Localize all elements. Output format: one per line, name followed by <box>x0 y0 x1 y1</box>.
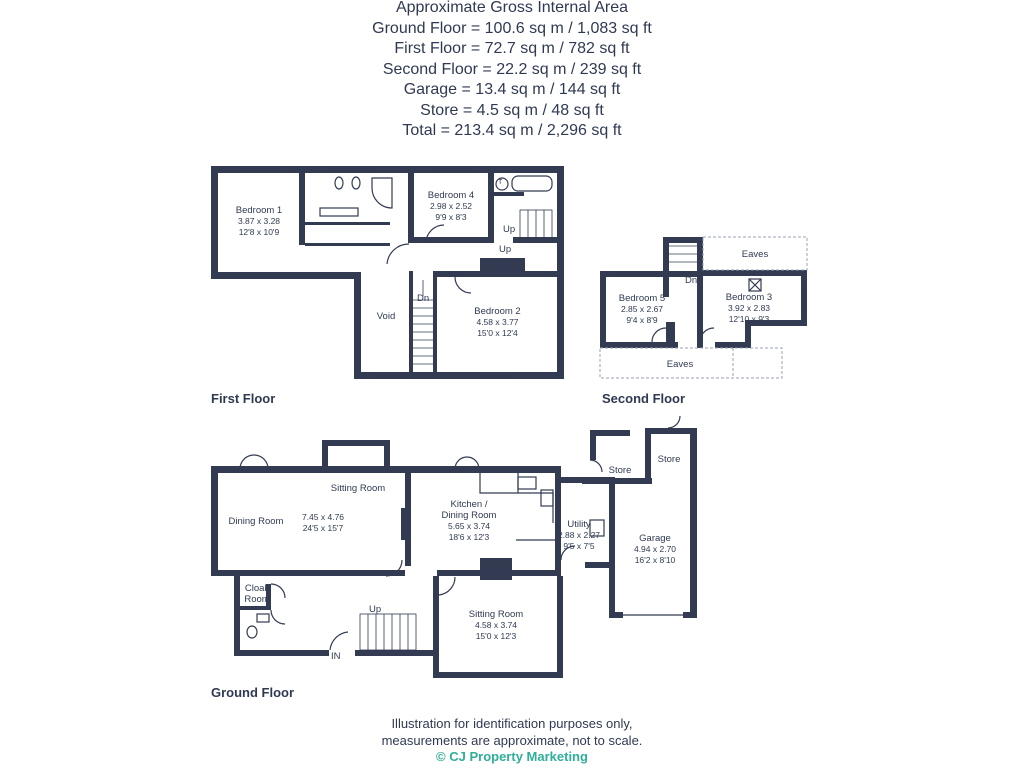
room-name: Eaves <box>741 249 769 260</box>
room-sitting-bottom <box>440 609 552 642</box>
room-imperial: 9'9 x 8'3 <box>435 212 467 222</box>
room-metric: 2.88 x 2.27 <box>557 530 601 540</box>
wall <box>211 570 291 576</box>
room-name: Bedroom 5 <box>618 293 666 304</box>
room-name: Store <box>608 465 632 476</box>
door-arc <box>439 577 455 595</box>
room-store-left <box>600 465 640 476</box>
disclaimer <box>0 716 1024 766</box>
room-metric: 3.92 x 2.83 <box>727 303 771 313</box>
room-imperial: 12'8 x 10'9 <box>238 227 280 237</box>
first-floor-label: First Floor <box>211 391 276 406</box>
wall <box>494 192 524 196</box>
room-name: Sitting Room <box>330 483 386 494</box>
room-sitting-top <box>322 483 394 494</box>
wall <box>697 270 807 276</box>
wall <box>211 466 218 576</box>
toilet <box>247 626 257 638</box>
wall <box>211 166 218 279</box>
room-name-2: Dining Room <box>441 510 497 521</box>
room-eaves-top <box>730 249 780 260</box>
room-bedroom-3 <box>706 292 792 325</box>
area-garage: Garage = 13.4 sq m / 144 sq ft <box>403 81 621 98</box>
room-eaves-bottom <box>655 359 705 370</box>
wall <box>433 672 563 678</box>
door-arc <box>668 416 680 428</box>
room-name: Sitting Room <box>468 609 524 620</box>
wall <box>663 237 669 297</box>
wall <box>697 237 703 348</box>
room-imperial: 9'4 x 8'9 <box>626 315 658 325</box>
sink <box>518 477 536 489</box>
door-arc <box>455 277 471 293</box>
room-imperial: 12'10 x 9'3 <box>728 314 770 324</box>
stairs-down-label: Dn <box>417 293 430 304</box>
wall <box>240 606 270 610</box>
room-void <box>362 311 410 322</box>
room-name: Bedroom 1 <box>235 205 283 216</box>
room-imperial: 16'2 x 8'10 <box>634 555 676 565</box>
wall <box>480 258 525 271</box>
disclaimer-line-2: measurements are approximate, not to scale. <box>381 732 643 748</box>
stairs-down-label-2: Dn <box>685 275 698 286</box>
room-metric: 5.65 x 3.74 <box>447 521 491 531</box>
room-imperial: 15'0 x 12'3 <box>475 631 517 641</box>
room-bedroom-4 <box>414 190 488 223</box>
wall <box>582 478 652 484</box>
wall <box>433 576 439 678</box>
room-cloak <box>238 583 276 605</box>
room-name: Store <box>657 454 681 465</box>
wall <box>384 440 390 470</box>
disclaimer-line-1: Illustration for identification purposes only, <box>391 716 633 731</box>
room-imperial: 15'0 x 12'4 <box>477 328 518 338</box>
room-imperial: 18'6 x 12'3 <box>448 532 490 542</box>
dining-sitting-dimensions <box>292 512 354 534</box>
stairs-up-label-3: Up <box>369 604 382 615</box>
room-metric: 2.85 x 2.67 <box>620 304 664 314</box>
room-name: Garage <box>639 533 671 544</box>
stairs-up-label-2: Up <box>499 244 512 255</box>
room-name: Dining Room <box>228 516 284 527</box>
room-metric: 4.58 x 3.74 <box>474 620 518 630</box>
area-ground: Ground Floor = 100.6 sq m / 1,083 sq ft <box>372 19 652 37</box>
room-name: Kitchen / <box>450 499 488 510</box>
room-utility <box>553 519 605 552</box>
wall <box>609 612 623 618</box>
ground-floor-label: Ground Floor <box>211 685 295 700</box>
walls <box>211 166 807 678</box>
wall <box>305 243 390 246</box>
wall <box>557 166 564 379</box>
credit-line: © CJ Property Marketing <box>436 749 588 764</box>
wall <box>354 272 361 379</box>
room-store-right <box>650 454 688 465</box>
wall <box>590 430 596 460</box>
area-total: Total = 213.4 sq m / 2,296 sq ft <box>402 122 622 139</box>
toilet <box>335 177 343 189</box>
room-name: Void <box>376 311 396 322</box>
basin <box>257 614 269 622</box>
toilet <box>352 177 360 189</box>
door-arc <box>271 610 285 624</box>
second-floor-label: Second Floor <box>602 391 686 406</box>
wall <box>600 342 678 348</box>
room-name: Cloak <box>244 583 270 594</box>
entrance-door <box>330 632 348 650</box>
room-name-2: Room <box>244 594 270 605</box>
wall <box>645 428 695 434</box>
room-bedroom-5 <box>606 293 678 326</box>
room-name: Bedroom 3 <box>725 292 773 303</box>
hall-stairs <box>360 614 416 650</box>
room-metric: 7.45 x 4.76 <box>301 512 345 522</box>
wall <box>211 272 361 279</box>
door-arc <box>652 328 666 342</box>
wall <box>435 271 557 277</box>
room-name: Utility <box>567 519 591 530</box>
bath <box>512 176 552 191</box>
area-store: Store = 4.5 sq m / 48 sq ft <box>420 101 604 119</box>
wall <box>433 271 437 372</box>
room-bedroom-1 <box>218 205 300 238</box>
room-dining <box>220 516 292 527</box>
room-kitchen <box>430 499 508 543</box>
room-metric: 2.98 x 2.52 <box>429 201 473 211</box>
area-second: Second Floor = 22.2 sq m / 239 sq ft <box>382 60 642 78</box>
wall <box>305 222 390 225</box>
wall <box>408 237 488 243</box>
shower <box>372 178 392 208</box>
area-title: Approximate Gross Internal Area <box>395 0 629 16</box>
room-imperial: 24'5 x 15'7 <box>302 523 344 533</box>
room-name: Bedroom 4 <box>427 190 475 201</box>
room-imperial: 9'5 x 7'5 <box>563 541 595 551</box>
wall <box>715 342 751 348</box>
stairs-up-label: Up <box>503 224 516 235</box>
room-metric: 3.87 x 3.28 <box>237 216 281 226</box>
room-name: Bedroom 2 <box>474 306 521 317</box>
wall <box>488 173 494 243</box>
area-first: First Floor = 72.7 sq m / 782 sq ft <box>394 40 630 57</box>
tank-label: T <box>498 179 503 186</box>
basin <box>320 208 358 216</box>
room-metric: 4.58 x 3.77 <box>476 317 519 327</box>
room-name: Eaves <box>666 359 694 370</box>
door-arc <box>387 244 409 264</box>
wall <box>291 570 405 576</box>
wall <box>322 440 328 470</box>
wall <box>480 558 512 580</box>
room-metric: 4.94 x 2.70 <box>633 544 677 554</box>
room-bedroom-2 <box>440 306 555 339</box>
wall <box>355 650 439 656</box>
room-garage <box>620 533 690 566</box>
wall <box>609 482 615 618</box>
wall <box>401 508 410 540</box>
wall <box>683 612 697 618</box>
entrance-label: IN <box>331 651 341 662</box>
